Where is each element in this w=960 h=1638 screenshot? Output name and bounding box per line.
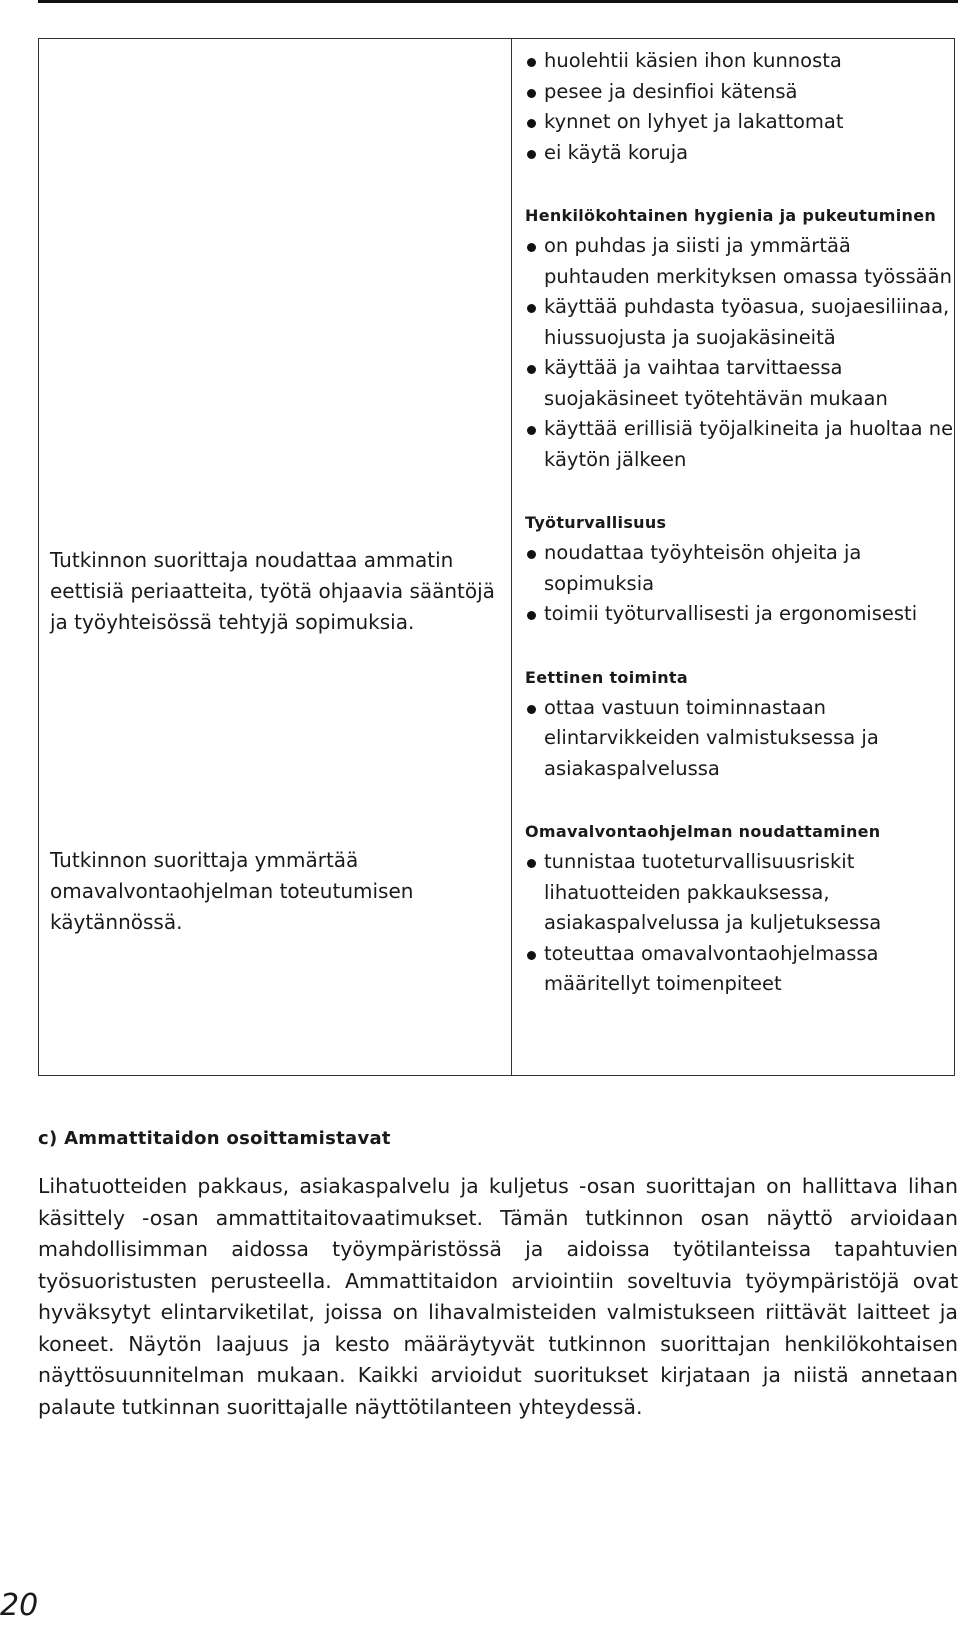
list-item: toimii työturvallisesti ja ergonomisesti <box>525 599 955 630</box>
list-item: noudattaa työyhteisön ohjeita ja sopimuksia <box>525 538 955 599</box>
targets-content <box>525 46 955 1000</box>
list-item: käyttää ja vaihtaa tarvittaessa suojakäsineet työtehtävän mukaan <box>525 353 955 414</box>
self-monitoring-criterion: Tutkinnon suorittaja ymmärtää omavalvontaohjelman toteutumisen käytännössä. <box>50 848 414 934</box>
section-list <box>525 847 955 1000</box>
list-item: huolehtii käsien ihon kunnosta <box>525 46 955 77</box>
page-number: 20 <box>0 1588 39 1623</box>
list-item: pesee ja desinfioi kätensä <box>525 77 955 108</box>
section-heading: Eettinen toiminta <box>525 667 688 687</box>
list-item: ei käytä koruja <box>525 138 955 169</box>
list-item: kynnet on lyhyet ja lakattomat <box>525 107 955 138</box>
section-heading: Henkilökohtainen hygienia ja pukeutuminen <box>525 206 937 225</box>
targets-column <box>512 39 955 1076</box>
section-hygiene <box>525 201 955 475</box>
section-work-safety <box>525 508 955 630</box>
hand-hygiene-list <box>525 46 955 168</box>
list-item: käyttää erillisiä työjalkineita ja huoltaa ne käytön jälkeen <box>525 414 955 475</box>
section-c-heading: c) Ammattitaidon osoittamistavat <box>38 1128 391 1149</box>
section-list <box>525 538 955 630</box>
criteria-column <box>39 39 512 1076</box>
list-item: toteuttaa omavalvontaohjelmassa määritellyt toimenpiteet <box>525 939 955 1000</box>
list-item: ottaa vastuun toiminnastaan elintarvikkeiden valmistuksessa ja asiakaspalvelussa <box>525 693 955 785</box>
section-heading: Omavalvontaohjelman noudattaminen <box>525 822 881 841</box>
list-item: käyttää puhdasta työasua, suojaesiliinaa, hiussuojusta ja suojakäsineitä <box>525 292 955 353</box>
section-c-paragraph: Lihatuotteiden pakkaus, asiakaspalvelu ja kuljetus -osan suorittajan on hallittava lihan käsittely -osan ammattitaitovaatimukset. Tämän tutkinnon osan näyttö arvioidaan mahdollisimman aidossa työympäristössä ja aidoissa työtilanteissa tapahtuvien työsuoristusten perusteella. Ammattitaidon arviointiin soveltuvia työympäristöjä ovat hyväksytyt elintarviketilat, joissa on lihavalmisteiden valmistukseen riittävät laitteet ja koneet. Näytön laajuus ja kesto määräytyvät tutkinnon suorittajan henkilökohtaisen näyttösuunnitelman mukaan. Kaikki arvioidut suoritukset kirjataan ja niistä annetaan palaute tutkinnan suorittajalle näyttötilanteen yhteydessä. <box>38 1174 958 1419</box>
section-list <box>525 231 955 475</box>
list-item: on puhdas ja siisti ja ymmärtää puhtauden merkityksen omassa työssään <box>525 231 955 292</box>
ethics-criterion: Tutkinnon suorittaja noudattaa ammatin eettisiä periaatteita, työtä ohjaavia sääntöjä ja työyhteisössä tehtyjä sopimuksia. <box>50 548 495 634</box>
criteria-table <box>38 38 955 1076</box>
section-heading: Työturvallisuus <box>525 513 667 532</box>
section-ethics <box>525 663 955 785</box>
top-rule <box>38 0 958 3</box>
section-self-monitoring <box>525 817 955 1000</box>
section-list <box>525 693 955 785</box>
list-item: tunnistaa tuoteturvallisuusriskit lihatuotteiden pakkauksessa, asiakaspalvelussa ja kuljetuksessa <box>525 847 955 939</box>
